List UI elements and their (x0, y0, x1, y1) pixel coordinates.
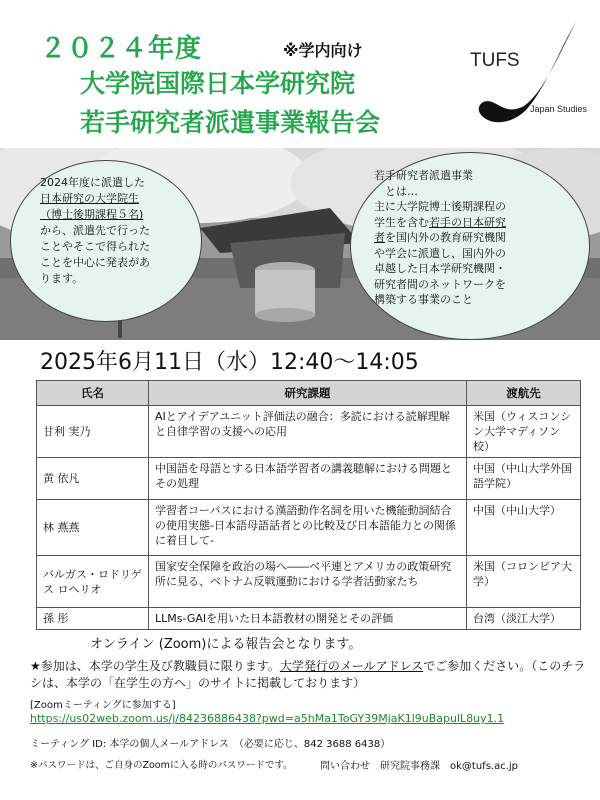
destination: 台湾（淡江大学） (467, 608, 581, 630)
research-topic: 学習者コーパスにおける漢語動作名詞を用いた機能動詞結合の使用実態-日本語母語話者との比較及び日本語能力との関係に着目して- (149, 500, 467, 556)
header-topic: 研究課題 (149, 381, 467, 406)
table-row (37, 458, 581, 500)
destination: 米国（ウィスコンシン大学マディソン校） (467, 406, 581, 458)
table-row (37, 556, 581, 608)
description-emphasis: 者 (374, 231, 385, 244)
event-title-line2: 若手研究者派遣事業報告会 (80, 108, 381, 137)
description-line: 卓越した日本学研究機関・ (374, 262, 506, 275)
intro-line: （博士後期課程５名) (40, 208, 144, 221)
description-line: 構築する事業のこと (374, 293, 473, 306)
notice-text: でご参加ください。（このチラシは、本学の「在学生の方へ」のサイトに掲載しております） (30, 659, 586, 690)
intro-line: 2024年度に派遣した (40, 176, 145, 189)
destination: 米国（コロンビア大学） (467, 556, 581, 608)
presenter-name: 孫 彤 (37, 608, 149, 630)
logo-text: TUFS (470, 50, 520, 71)
intro-line: ことやそこで得られた (40, 240, 150, 253)
description-line: や学会に派遣し、国内外の (374, 246, 506, 260)
event-date: 2025年6月11日（水）12:40～14:05 (40, 350, 419, 375)
table-row (37, 608, 581, 630)
research-topic: AIとアイデアユニット評価法の融合：多読における読解理解と自律学習の支援への応用 (149, 406, 467, 458)
audience-note: ※学内向け (283, 41, 363, 60)
description-emphasis: 若手の日本研究 (429, 215, 506, 229)
presenter-table (36, 380, 581, 630)
meeting-id: ミーティング ID: 本学の個人メールアドレス （必要に応じ、842 3688 6438） (30, 739, 391, 750)
logo-subtext: Japan Studies (530, 104, 588, 114)
event-year: ２０２４年度 (40, 34, 203, 64)
program-description-text (374, 168, 570, 308)
description-text: を国内外の教育研究機関 (385, 231, 506, 244)
password-note: ※パスワードは、ご自身のZoomに入る時のパスワードです。 (30, 760, 293, 771)
research-topic: 中国語を母語とする日本語学習者の講義聴解における問題とその処理 (149, 458, 467, 500)
intro-line: ことを中心に発表があ (40, 256, 150, 269)
presenter-name: 黄 依凡 (37, 458, 149, 500)
destination: 中国（中山大学） (467, 500, 581, 556)
description-line: とは… (374, 184, 418, 198)
intro-bubble-text (40, 175, 170, 287)
header-name: 氏名 (37, 381, 149, 406)
description-line (374, 230, 570, 246)
description-line: 主に大学院博士後期課程の (374, 200, 506, 213)
presenter-name: 甘利 実乃 (37, 406, 149, 458)
presenter-name: バルガス・ロドリゲス ロヘリオ (37, 556, 149, 608)
intro-line: から、派遣先で行った (40, 224, 150, 237)
event-title-line1: 大学院国際日本学研究院 (80, 69, 356, 98)
presenter-name: 林 燕燕 (37, 500, 149, 556)
intro-line: ります。 (40, 272, 84, 285)
description-line: 若手研究者派遣事業 (374, 169, 473, 182)
header-destination: 渡航先 (467, 381, 581, 406)
table-row (37, 406, 581, 458)
contact-info: 問い合わせ 研究院事務課 ok@tufs.ac.jp (320, 761, 519, 772)
intro-line: 日本研究の大学院生 (40, 192, 139, 205)
online-note: オンライン (Zoom)による報告会となります。 (90, 637, 362, 652)
research-topic: 国家安全保障を政治の場へ――ベ平連とアメリカの政策研究所に見る、ベトナム反戦運動における学者活動家たち (149, 556, 467, 608)
table-row (37, 500, 581, 556)
description-text: 学生を含む (374, 215, 429, 229)
participation-notice (30, 658, 590, 692)
table-header-row (37, 381, 581, 406)
destination: 中国（中山大学外国語学院） (467, 458, 581, 500)
zoom-meeting-link[interactable]: https://us02web.zoom.us/j/84236886438?pwd=a5hMa1ToGY39MjaK1l9uBapulL8uy1.1 (30, 712, 505, 725)
notice-text: ★参加は、本学の学生及び教職員に限ります。 (30, 659, 280, 673)
description-line (374, 215, 570, 231)
notice-emphasis: 大学発行のメールアドレス (279, 659, 424, 673)
description-line: 研究者間のネットワークを (374, 277, 506, 291)
zoom-join-label: [Zoomミーティングに参加する] (30, 700, 176, 711)
research-topic: LLMs-GAIを用いた日本語教材の開発とその評価 (149, 608, 467, 630)
